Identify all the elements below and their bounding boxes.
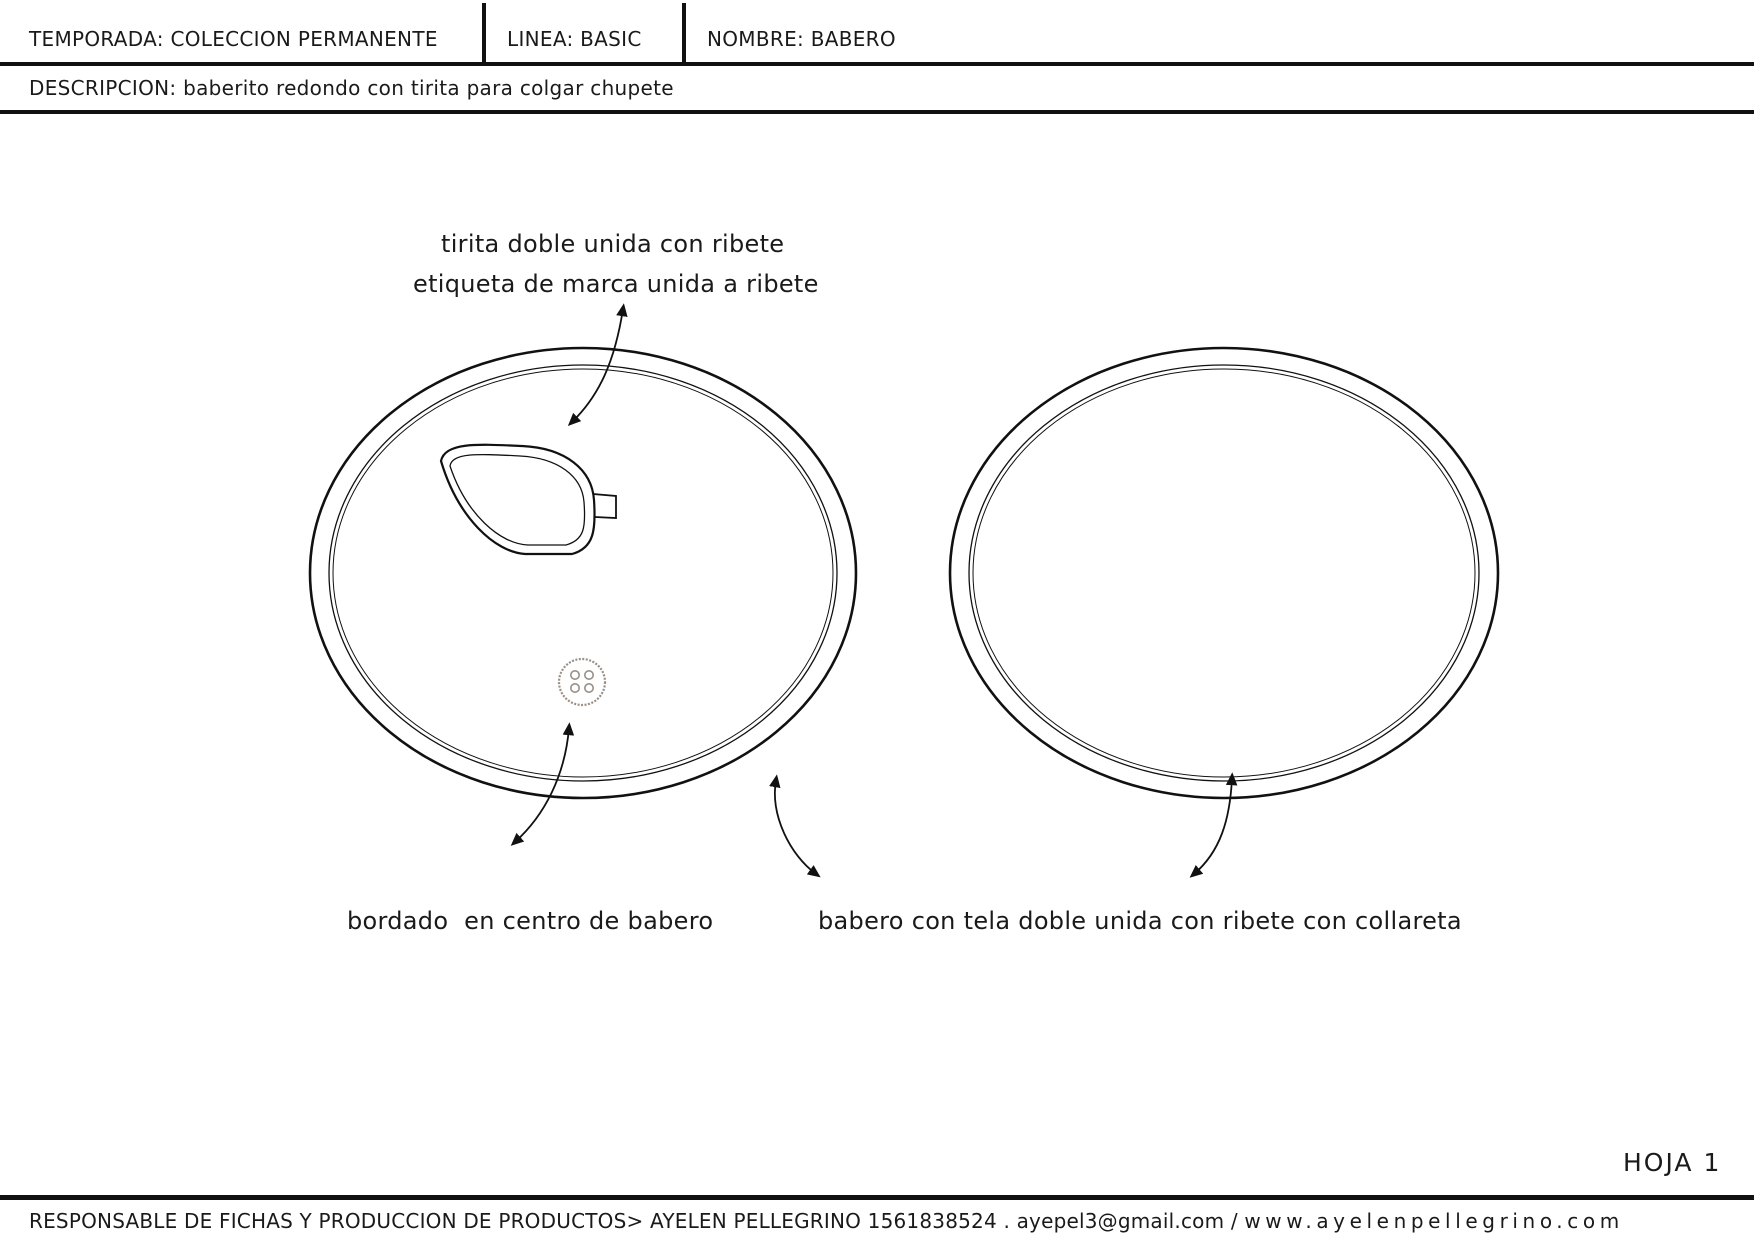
- embroidery-arrow: [515, 728, 569, 842]
- pacifier-strap: [441, 445, 616, 554]
- product-name-field: NOMBRE: BABERO: [707, 27, 896, 51]
- line-field: LINEA: BASIC: [507, 27, 642, 51]
- embroidery-note: bordado en centro de babero: [347, 907, 714, 935]
- footer-rule: [0, 1195, 1754, 1200]
- footer-responsible: RESPONSABLE DE FICHAS Y PRODUCCION DE PRODUCTOS> AYELEN PELLEGRINO 1561838524 . ayepel3@gmail.com /: [29, 1209, 1245, 1233]
- binding-arrow: [1194, 778, 1232, 874]
- fabric-note: babero con tela doble unida con ribete con collareta: [818, 907, 1462, 935]
- description-field: DESCRIPCION: baberito redondo con tirita para colgar chupete: [29, 76, 674, 100]
- fabric-arrow: [775, 780, 816, 874]
- footer-contact: [29, 1209, 1624, 1233]
- back-bib: [950, 348, 1498, 798]
- embroidery-mark: [559, 659, 605, 705]
- strap-note-line-2: etiqueta de marca unida a ribete: [413, 270, 819, 298]
- front-bib: [310, 348, 856, 798]
- season-field: TEMPORADA: COLECCION PERMANENTE: [29, 27, 438, 51]
- sheet-label: HOJA 1: [1623, 1148, 1722, 1177]
- strap-note-line-1: tirita doble unida con ribete: [441, 230, 785, 258]
- footer-website: www.ayelenpellegrino.com: [1244, 1209, 1624, 1233]
